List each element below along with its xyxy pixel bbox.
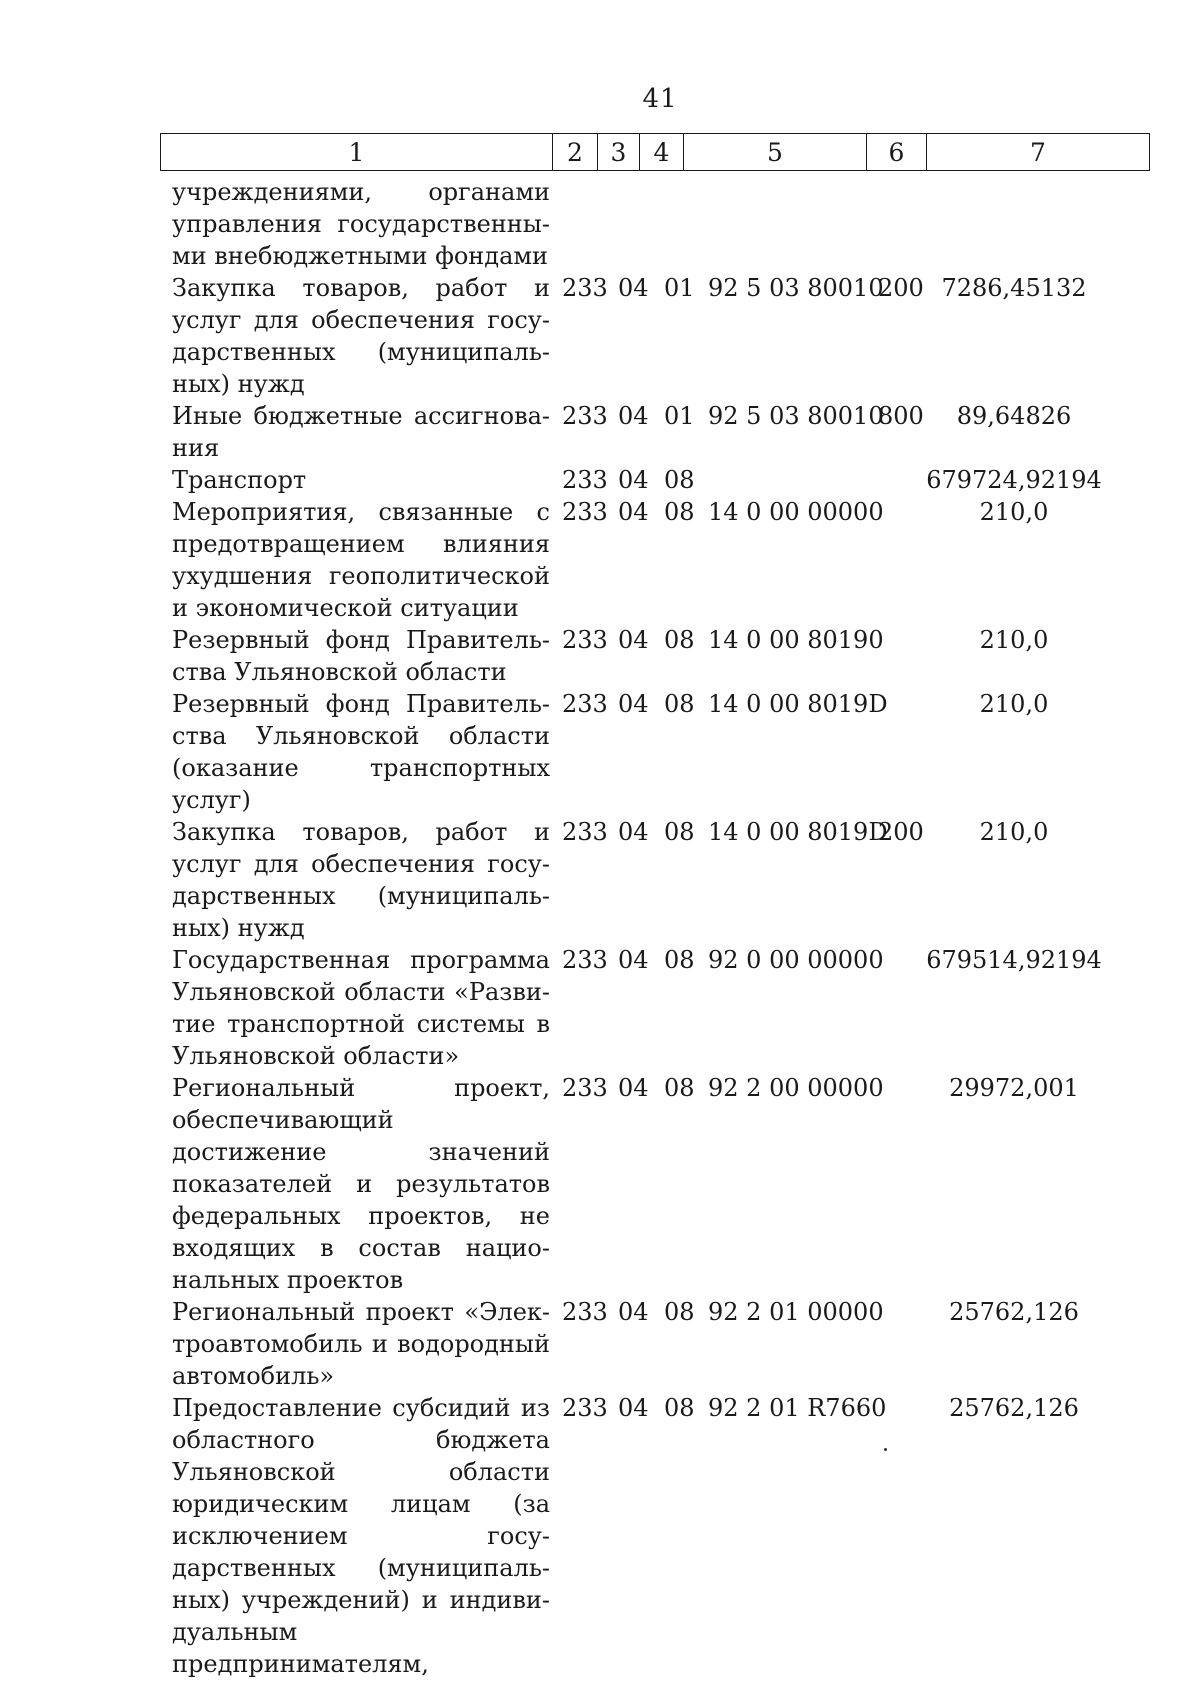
header-col-6: 6 (867, 134, 927, 170)
row-col-3: 04 (618, 274, 649, 302)
row-col-2: 233 (562, 466, 608, 494)
row-col-3: 04 (618, 466, 649, 494)
row-col-2: 233 (562, 1394, 608, 1422)
row-col-5: 92 5 03 80010 (708, 274, 884, 302)
row-col-3: 04 (618, 626, 649, 654)
row-col-4: 08 (664, 946, 695, 974)
row-col-6: 200 (878, 274, 924, 302)
row-col-5: 92 5 03 80010 (708, 402, 884, 430)
row-description: Иные бюджетные ассигнования (172, 402, 550, 462)
row-description: учреждениями, органами управления государственными внебюджетными фондами (172, 178, 550, 270)
row-description: Региональный проект, обеспечивающий достижение значений показателей и результатов федеральных проектов, не входящих в состав национальных проектов (172, 1074, 550, 1294)
row-col-4: 08 (664, 1298, 695, 1326)
row-col-4: 01 (664, 402, 695, 430)
row-col-5: 92 0 00 00000 (708, 946, 884, 974)
table-header (160, 133, 1150, 171)
table-row (0, 176, 1200, 272)
row-col-4: 08 (664, 1394, 695, 1422)
row-col-2: 233 (562, 818, 608, 846)
row-col-2: 233 (562, 1298, 608, 1326)
table-row (0, 1072, 1200, 1296)
row-col-4: 08 (664, 498, 695, 526)
row-col-7: 210,0 (979, 690, 1049, 718)
table-row (0, 1392, 1200, 1680)
table-row (0, 688, 1200, 816)
scan-speck (884, 1448, 887, 1451)
row-description: Мероприятия, связанные с предотвращением влияния ухудшения геополитической и экономической ситуации (172, 498, 550, 622)
table-row (0, 1296, 1200, 1392)
row-col-4: 08 (664, 690, 695, 718)
row-col-2: 233 (562, 1074, 608, 1102)
row-description: Резервный фонд Правительства Ульяновской области (172, 626, 550, 686)
table-row (0, 944, 1200, 1072)
row-col-3: 04 (618, 1298, 649, 1326)
header-col-5: 5 (684, 134, 867, 170)
row-col-3: 04 (618, 402, 649, 430)
header-col-7: 7 (1030, 137, 1046, 167)
row-col-7: 679724,92194 (926, 466, 1102, 494)
table-row (0, 400, 1200, 464)
row-col-2: 233 (562, 274, 608, 302)
row-col-7: 210,0 (979, 498, 1049, 526)
row-col-4: 08 (664, 818, 695, 846)
row-col-7: 25762,126 (949, 1298, 1079, 1326)
header-col-3: 3 (598, 134, 640, 170)
row-col-2: 233 (562, 402, 608, 430)
header-col-2: 2 (553, 134, 598, 170)
row-col-3: 04 (618, 690, 649, 718)
row-col-5: 92 2 00 00000 (708, 1074, 884, 1102)
row-description: Закупка товаров, работ и услуг для обеспечения государственных (муниципальных) нужд (172, 274, 550, 398)
table-row (0, 272, 1200, 400)
table-row (0, 464, 1200, 496)
row-col-5: 14 0 00 8019D (708, 690, 888, 718)
row-col-2: 233 (562, 690, 608, 718)
row-col-4: 08 (664, 1074, 695, 1102)
row-col-4: 08 (664, 466, 695, 494)
table-row (0, 496, 1200, 624)
table-row (0, 624, 1200, 688)
row-description: Резервный фонд Правительства Ульяновской области (оказание транспортных услуг) (172, 690, 550, 814)
row-col-7: 7286,45132 (941, 274, 1087, 302)
row-col-7: 679514,92194 (926, 946, 1102, 974)
row-col-7: 29972,001 (949, 1074, 1079, 1102)
row-col-5: 92 2 01 R7660 (708, 1394, 887, 1422)
row-col-7: 210,0 (979, 818, 1049, 846)
header-col-4: 4 (640, 134, 684, 170)
row-col-4: 01 (664, 274, 695, 302)
row-col-3: 04 (618, 1074, 649, 1102)
row-description: Государственная программа Ульяновской области «Развитие транспортной системы в Ульяновской области» (172, 946, 550, 1070)
row-description: Закупка товаров, работ и услуг для обеспечения государственных (муниципальных) нужд (172, 818, 550, 942)
page-number: 41 (642, 84, 678, 114)
row-description: Транспорт (172, 466, 307, 494)
row-col-3: 04 (618, 818, 649, 846)
row-col-7: 25762,126 (949, 1394, 1079, 1422)
row-description: Предоставление субсидий из областного бюджета Ульяновской области юридическим лицам (за исключением государственных (муниципальных) учреждений) и индивидуальным предпринимателям, (172, 1394, 550, 1678)
header-col-1: 1 (161, 134, 553, 170)
row-col-3: 04 (618, 1394, 649, 1422)
row-col-5: 14 0 00 80190 (708, 626, 884, 654)
row-col-2: 233 (562, 626, 608, 654)
row-description: Региональный проект «Электроавтомобиль и водородный автомобиль» (172, 1298, 550, 1390)
row-col-6: 800 (878, 402, 924, 430)
row-col-5: 14 0 00 00000 (708, 498, 884, 526)
table-body (0, 176, 1200, 1680)
row-col-2: 233 (562, 498, 608, 526)
row-col-6: 200 (878, 818, 924, 846)
row-col-4: 08 (664, 626, 695, 654)
row-col-7: 210,0 (979, 626, 1049, 654)
row-col-7: 89,64826 (956, 402, 1072, 430)
row-col-2: 233 (562, 946, 608, 974)
row-col-5: 92 2 01 00000 (708, 1298, 884, 1326)
row-col-5: 14 0 00 8019D (708, 818, 888, 846)
row-col-3: 04 (618, 498, 649, 526)
row-col-3: 04 (618, 946, 649, 974)
table-row (0, 816, 1200, 944)
